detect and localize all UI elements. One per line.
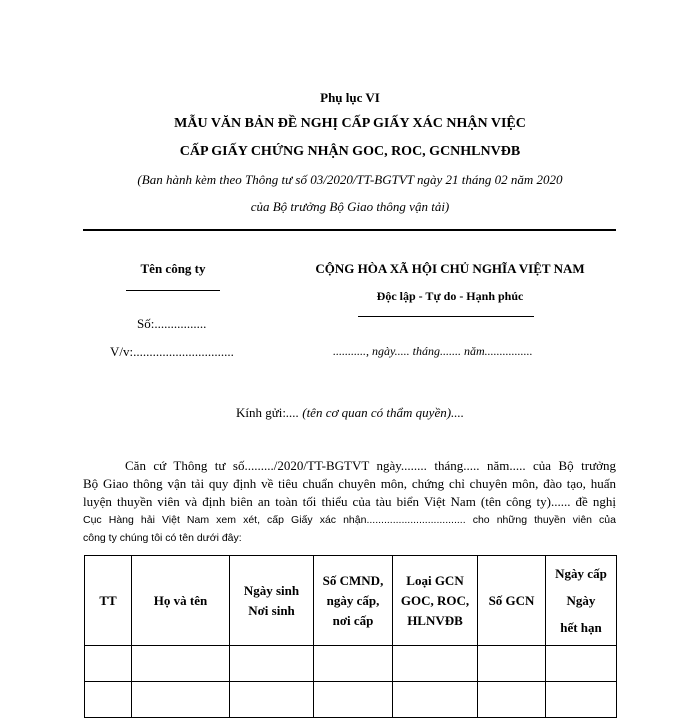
header-divider: [83, 229, 616, 231]
header-certificate-number: [478, 556, 546, 646]
paragraph-line: Bộ Giao thông vận tải quy định về tiêu chuẩn chuyên môn, chứng chỉ chuyên môn, đào tạo, huấn: [83, 476, 616, 491]
header-text: Họ và tên: [153, 592, 208, 608]
national-motto: Độc lập - Tự do - Hạnh phúc: [376, 289, 524, 303]
issuance-note-line-1: (Ban hành kèm theo Thông tư số 03/2020/TT-BGTVT ngày 21 tháng 02 năm 2020: [137, 172, 563, 187]
header-dates: [546, 556, 617, 646]
header-text: Số GCN: [488, 592, 535, 608]
table-row: [85, 646, 617, 682]
header-text: HLNVĐB: [407, 612, 463, 628]
document-number: Số:................: [137, 316, 207, 331]
header-text: Số CMND,: [322, 572, 384, 588]
document-title-line-2: CẤP GIẤY CHỨNG NHẬN GOC, ROC, GCNHLNVĐB: [179, 144, 521, 159]
header-text: Ngày sinh: [243, 582, 300, 598]
issuance-note-line-2: của Bộ trưởng Bộ Giao thông vận tải): [250, 199, 450, 214]
header-text: Ngày: [566, 593, 596, 608]
header-certificate-type: [393, 556, 478, 646]
table-cell[interactable]: [132, 646, 230, 682]
table-cell[interactable]: [393, 646, 478, 682]
table-cell[interactable]: [314, 646, 393, 682]
appendix-label: Phụ lục VI: [320, 90, 380, 105]
recipient-line: [0, 405, 700, 421]
recipient-prefix: Kính gửi:: [235, 405, 286, 420]
crew-table: [84, 555, 617, 718]
paragraph-line: Căn cứ Thông tư số........./2020/TT-BGTVT ngày........ tháng..... năm..... của Bộ trưởng: [125, 458, 616, 473]
nation-title: CỘNG HÒA XÃ HỘI CHỦ NGHĨA VIỆT NAM: [315, 261, 585, 276]
recipient-name: .... (tên cơ quan có thẩm quyền)....: [285, 405, 465, 420]
header-birth: [230, 556, 314, 646]
table-cell[interactable]: [230, 646, 314, 682]
motto-underline: [358, 316, 534, 317]
header-text: Ngày cấp: [555, 566, 607, 581]
company-name: Tên công ty: [140, 261, 206, 276]
header-full-name: [132, 556, 230, 646]
paragraph-line: công ty chúng tôi có tên dưới đây:: [83, 532, 242, 544]
request-paragraph: [83, 457, 616, 547]
header-text: nơi cấp: [332, 612, 374, 628]
table-cell[interactable]: [85, 646, 132, 682]
header-text: ngày cấp,: [326, 592, 380, 608]
header-text: Loại GCN: [406, 572, 464, 588]
header-text: hết hạn: [560, 620, 602, 635]
subject-field: V/v:...............................: [110, 344, 234, 359]
company-underline: [126, 290, 220, 291]
header-index: [85, 556, 132, 646]
header-id-card: [314, 556, 393, 646]
table-cell[interactable]: [546, 646, 617, 682]
header-text: GOC, ROC,: [400, 592, 470, 608]
paragraph-line: luyện thuyền viên và định biên an toàn tối thiểu của tàu biển Việt Nam (tên công ty)...... đề nghị: [83, 494, 616, 509]
table-header-row: [85, 556, 617, 646]
date-line: ..........., ngày..... tháng....... năm................: [333, 344, 533, 358]
header-text: TT: [99, 592, 117, 608]
document-title-line-1: MẪU VĂN BẢN ĐỀ NGHỊ CẤP GIẤY XÁC NHẬN VIỆC: [174, 116, 526, 131]
paragraph-line: Cục Hàng hải Việt Nam xem xét, cấp Giấy xác nhận.................................. cho những thuyền viên của: [83, 514, 616, 526]
table-cell[interactable]: [478, 646, 546, 682]
header-text: Nơi sinh: [248, 602, 295, 618]
